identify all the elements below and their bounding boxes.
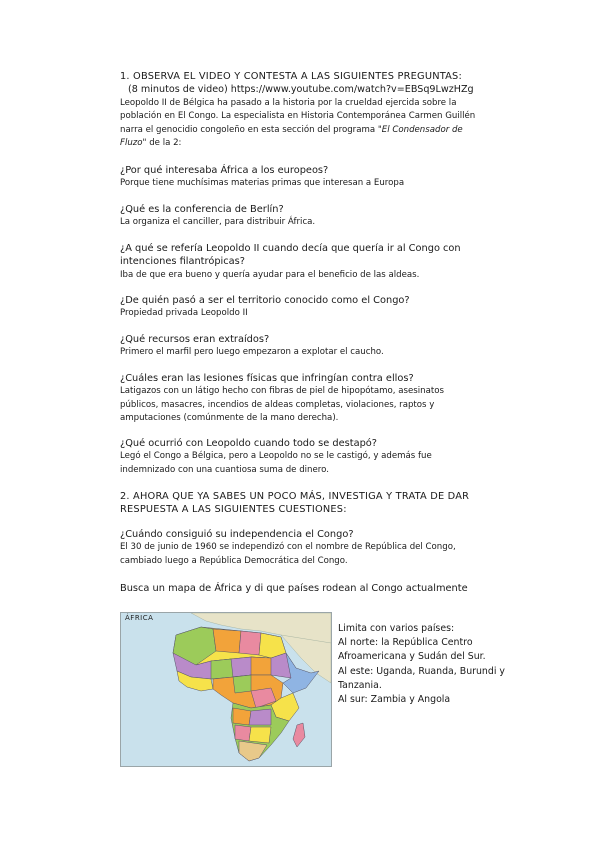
section-2-heading: RESPUESTA A LAS SIGUIENTES CUESTIONES: bbox=[120, 504, 347, 516]
answer: Propiedad privada Leopoldo II bbox=[120, 308, 248, 319]
answer-line: Al este: Uganda, Ruanda, Burundi y bbox=[338, 665, 505, 677]
question: ¿Qué es la conferencia de Berlín? bbox=[120, 204, 284, 215]
qa-block bbox=[120, 164, 500, 191]
qa-block bbox=[120, 294, 500, 321]
section-2-heading: 2. AHORA QUE YA SABES UN POCO MÁS, INVESTIGA Y TRATA DE DAR bbox=[120, 491, 470, 502]
qa-block bbox=[120, 528, 500, 568]
question: ¿Cuáles eran las lesiones físicas que infringían contra ellos? bbox=[120, 373, 414, 384]
answer-line: Limita con varios países: bbox=[338, 623, 455, 634]
answer-line: Al norte: la República Centro bbox=[338, 637, 473, 649]
section-1-heading: 1. OBSERVA EL VIDEO Y CONTESTA A LAS SIGUIENTES PREGUNTAS: bbox=[120, 71, 462, 82]
question: ¿Qué recursos eran extraídos? bbox=[120, 334, 270, 345]
question: ¿A qué se refería Leopoldo II cuando decía que quería ir al Congo con bbox=[120, 243, 461, 254]
map-title: ÁFRICA bbox=[125, 614, 154, 622]
intro-line: Fluzo" de la 2: bbox=[120, 138, 182, 149]
video-link[interactable]: (8 minutos de video) https://www.youtube.com/watch?v=EBSq9LwzHZg bbox=[128, 84, 474, 96]
task-line-block bbox=[120, 582, 500, 595]
answer-line: Afroamericana y Sudán del Sur. bbox=[338, 651, 486, 663]
question: intenciones filantrópicas? bbox=[120, 256, 245, 268]
answer-line: Al sur: Zambia y Angola bbox=[338, 694, 451, 706]
answer: indemnizado con una cuantiosa suma de dinero. bbox=[120, 464, 329, 475]
africa-map-drawing bbox=[121, 613, 331, 766]
answer-line: Tanzania. bbox=[338, 679, 382, 691]
answer: Primero el marfil pero luego empezaron a explotar el caucho. bbox=[120, 347, 384, 358]
qa-block bbox=[120, 242, 500, 282]
answer: amputaciones (comúnmente de la mano derecha). bbox=[120, 413, 339, 424]
section-1 bbox=[120, 70, 500, 150]
answer: Latigazos con un látigo hecho con fibras de piel de hipopótamo, asesinatos bbox=[120, 386, 444, 397]
qa-block bbox=[120, 333, 500, 360]
question: ¿Qué ocurrió con Leopoldo cuando todo se destapó? bbox=[120, 438, 377, 449]
answer: Iba de que era bueno y quería ayudar para el beneficio de las aldeas. bbox=[120, 269, 420, 280]
task-text: Busca un mapa de África y di que países rodean al Congo actualmente bbox=[120, 583, 468, 594]
answer: Legó el Congo a Bélgica, pero a Leopoldo no se le castigó, y además fue bbox=[120, 451, 432, 462]
answer: públicos, masacres, incendios de aldeas completas, violaciones, raptos y bbox=[120, 399, 435, 410]
answer: Porque tiene muchísimas materias primas que interesan a Europa bbox=[120, 178, 405, 189]
qa-block bbox=[120, 437, 500, 477]
answer: La organiza el canciller, para distribuir África. bbox=[120, 217, 316, 228]
qa-block bbox=[120, 203, 500, 230]
section-2 bbox=[120, 490, 500, 517]
question: ¿Por qué interesaba África a los europeos? bbox=[120, 165, 329, 176]
africa-map bbox=[120, 612, 332, 767]
answer: cambiado luego a República Democrática del Congo. bbox=[120, 555, 348, 566]
answer-box bbox=[338, 622, 518, 707]
qa-block bbox=[120, 372, 500, 426]
intro-line: narra el genocidio congoleño en esta sección del programa "El Condensador de bbox=[120, 124, 463, 135]
question: ¿Cuándo consiguió su independencia el Congo? bbox=[120, 529, 354, 540]
answer: El 30 de junio de 1960 se independizó con el nombre de República del Congo, bbox=[120, 542, 456, 553]
question: ¿De quién pasó a ser el territorio conocido como el Congo? bbox=[120, 295, 410, 306]
intro-line: población en El Congo. La especialista en Historia Contemporánea Carmen Guillén bbox=[120, 111, 476, 122]
intro-line: Leopoldo II de Bélgica ha pasado a la historia por la crueldad ejercida sobre la bbox=[120, 97, 457, 108]
